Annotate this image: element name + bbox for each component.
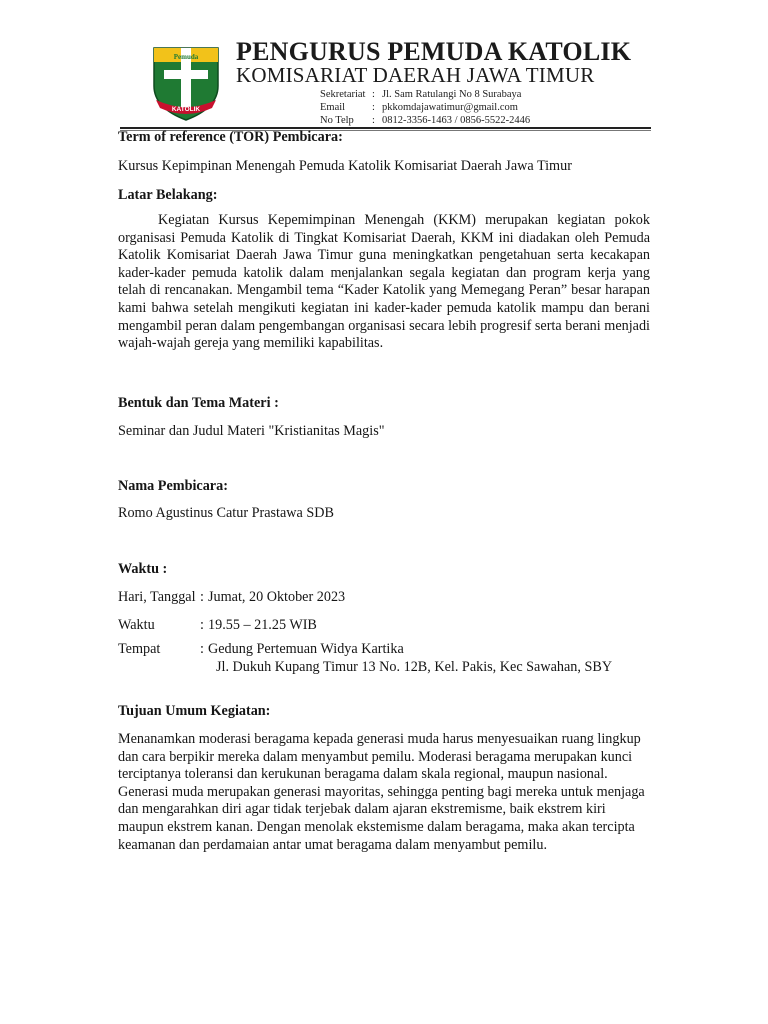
org-name: PENGURUS PEMUDA KATOLIK	[236, 37, 632, 66]
tujuan-line: keamanan dan perdamaian antar umat beragama dalam menyambut pemilu.	[118, 836, 547, 853]
bentuk-heading: Bentuk dan Tema Materi :	[118, 395, 279, 411]
schedule-label: Hari, Tanggal	[118, 589, 196, 605]
tujuan-line: Menanamkan moderasi beragama kepada generasi muda harus menyesuaikan ruang lingkup	[118, 731, 641, 747]
latar-heading: Latar Belakang:	[118, 187, 218, 203]
latar-paragraph: Kegiatan Kursus Kepemimpinan Menengah (KKM) merupakan kegiatan pokok organisasi Pemuda Katolik di Tingkat Komisariat Daerah, KKM ini diadakan oleh Pemuda Katolik Komisariat Daerah Jawa Timur guna meningkatkan pengetahuan serta kecakapan kader-kader pemuda katolik dalam menjalankan segala kegiatan dan program kerja yang telah di rencanakan. Mengambil tema “Kader Katolik yang Memegang Peran” besar harapan kami bahwa setelah mengikuti kegiatan ini kader-kader pemuda katolik mampu dan berani mengambil peran dalam pengembangan organisasi secara lebih progresif serta berani menjadi wajah-wajah gereja yang memiliki kapabilitas.	[118, 212, 650, 352]
contact-row-email: Email : pkkomdajawatimur@gmail.com	[320, 102, 518, 113]
schedule-value: Gedung Pertemuan Widya Kartika	[208, 641, 404, 657]
contact-value: pkkomdajawatimur@gmail.com	[382, 102, 518, 113]
logo-banner-text: KATOLIK	[171, 106, 201, 113]
pemuda-katolik-logo	[150, 42, 222, 122]
schedule-row-time: Waktu : 19.55 – 21.25 WIB	[118, 617, 317, 633]
contact-value: Jl. Sam Ratulangi No 8 Surabaya	[382, 89, 522, 100]
schedule-row-date: Hari, Tanggal : Jumat, 20 Oktober 2023	[118, 589, 346, 605]
contact-label: Sekretariat	[320, 89, 366, 100]
schedule-address: Jl. Dukuh Kupang Timur 13 No. 12B, Kel. Pakis, Kec Sawahan, SBY	[216, 659, 613, 675]
speaker-name: Romo Agustinus Catur Prastawa SDB	[118, 505, 334, 521]
tujuan-line: Generasi muda merupakan generasi mayoritas, sehingga penting bagi mereka untuk menjaga	[118, 783, 645, 800]
contact-value: 0812-3356-1463 / 0856-5522-2446	[382, 115, 531, 126]
org-subtitle: KOMISARIAT DAERAH JAWA TIMUR	[236, 63, 595, 87]
contact-label: Email	[320, 102, 346, 113]
bentuk-text: Seminar dan Judul Materi "Kristianitas Magis"	[118, 423, 385, 439]
contact-row-phone: No Telp : 0812-3356-1463 / 0856-5522-2446	[320, 115, 531, 126]
schedule-row-place: Tempat : Gedung Pertemuan Widya Kartika	[118, 641, 404, 657]
course-title: Kursus Kepimpinan Menengah Pemuda Katolik Komisariat Daerah Jawa Timur	[118, 158, 572, 174]
schedule-value: 19.55 – 21.25 WIB	[208, 617, 317, 633]
schedule-value: Jumat, 20 Oktober 2023	[208, 589, 346, 605]
tujuan-line: maupun ekstrem kanan. Dengan menolak ekstemisme dalam beragama, maka akan tercipta	[118, 818, 635, 835]
contact-label: No Telp	[320, 115, 354, 126]
tujuan-line: dan mengarahkan diri agar tidak terjebak dalam ajaran ekstremisme, baik ekstrem kiri	[118, 801, 606, 818]
tujuan-line: terciptanya toleransi dan kerukunan beragama dalam skala regional, maupun nasional.	[118, 766, 608, 783]
tujuan-line: dan cara berpikir mereka dalam menyambut pemilu. Moderasi beragama merupakan kunci	[118, 748, 633, 765]
tujuan-heading: Tujuan Umum Kegiatan:	[118, 703, 271, 719]
schedule-label: Tempat	[118, 641, 161, 657]
schedule-label: Waktu	[118, 617, 155, 633]
tor-heading: Term of reference (TOR) Pembicara:	[118, 129, 343, 145]
tujuan-paragraph	[118, 731, 650, 854]
nama-heading: Nama Pembicara:	[118, 478, 228, 494]
contact-row-secretariat: Sekretariat : Jl. Sam Ratulangi No 8 Surabaya	[320, 89, 522, 100]
waktu-heading: Waktu :	[118, 561, 168, 577]
contact-block	[320, 88, 530, 127]
logo-text: Pemuda	[173, 53, 199, 61]
